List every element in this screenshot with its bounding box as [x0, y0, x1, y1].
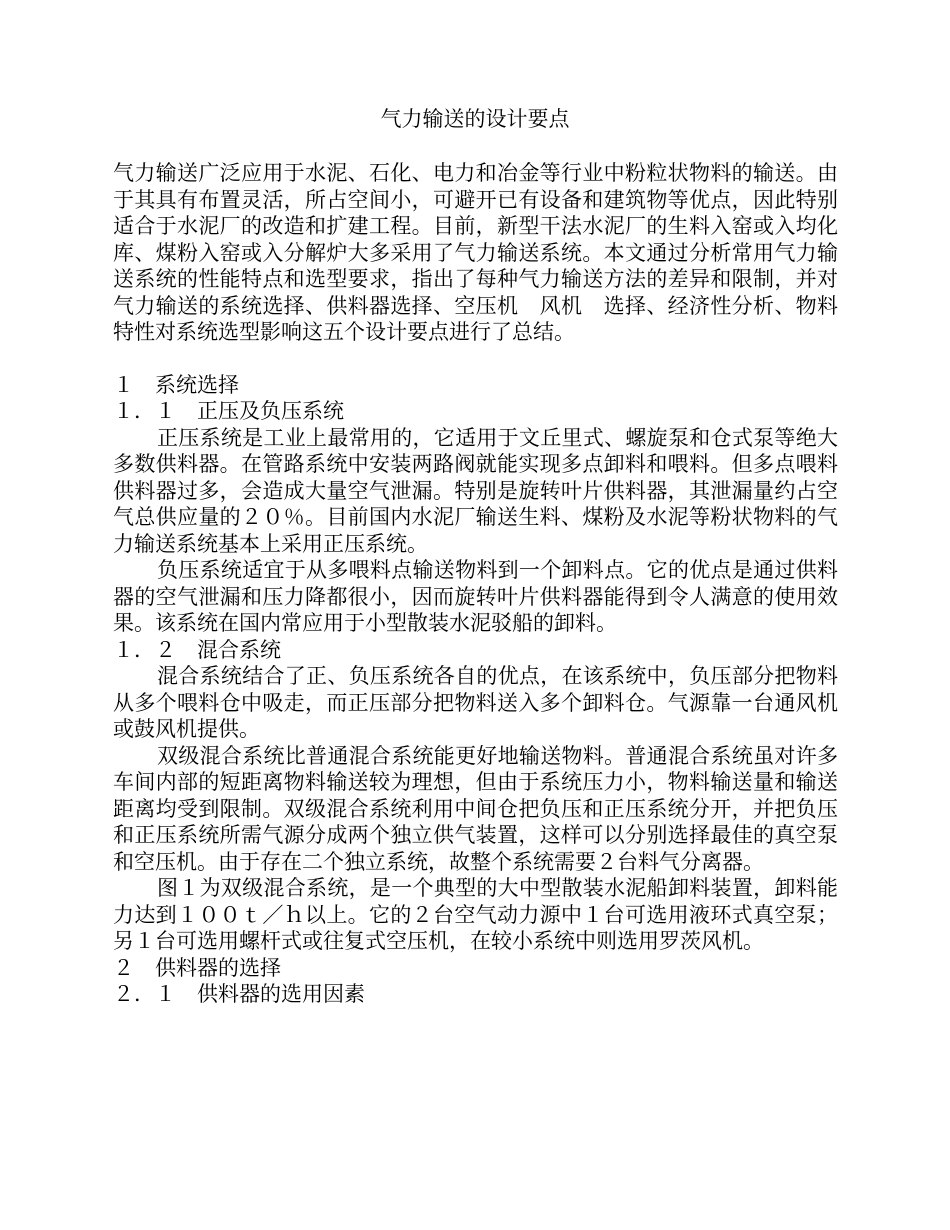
subsection-heading-1-2: １．２ 混合系统 — [113, 637, 281, 662]
subsection-heading-1-1: １．１ 正压及负压系统 — [113, 399, 344, 423]
section-heading-2: ２ 供料器的选择 — [113, 955, 281, 980]
body-paragraph: 混合系统结合了正、负压系统各自的优点，在该系统中，负压部分把物料从多个喂料仓中吸走，而正压部分把物料送入多个卸料仓。气源靠一台通风机或鼓风机提供。 — [113, 664, 838, 741]
body-paragraph: 双级混合系统比普通混合系统能更好地输送物料。普通混合系统虽对许多车间内部的短距离物料输送较为理想，但由于系统压力小，物料输送量和输送距离均受到限制。双级混合系统利用中间仓把负压和正压系统分开，并把负压和正压系统所需气源分成两个独立供气装置，这样可以分别选择最佳的真空泵和空压机。由于存在二个独立系统，故整个系统需要２台料气分离器。 — [113, 743, 838, 874]
abstract-paragraph: 气力输送广泛应用于水泥、石化、电力和冶金等行业中粉粒状物料的输送。由于其具有布置灵活，所占空间小，可避开已有设备和建筑物等优点，因此特别适合于水泥厂的改造和扩建工程。目前，新型干法水泥厂的生料入窑或入均化库、煤粉入窑或入分解炉大多采用了气力输送系统。本文通过分析常用气力输送系统的性能特点和选型要求，指出了每种气力输送方法的差异和限制，并对气力输送的系统选择、供料器选择、空压机 风机 选择、经济性分析、物料特性对系统选型影响这五个设计要点进行了总结。 — [113, 161, 838, 344]
subsection-heading-2-1: ２．１ 供料器的选用因素 — [113, 982, 365, 1006]
paragraph-spacer — [113, 346, 838, 372]
body-paragraph: 图１为双级混合系统，是一个典型的大中型散装水泥船卸料装置，卸料能力达到１００ｔ／ｈ以上。它的２台空气动力源中１台可选用液环式真空泵；另１台可选用螺杆式或往复式空压机，在较小系统中则选用罗茨风机。 — [113, 876, 838, 953]
document-body — [113, 160, 838, 1008]
document-title: 气力输送的设计要点 — [380, 107, 570, 131]
section-heading-1: １ 系统选择 — [113, 372, 239, 397]
body-paragraph: 负压系统适宜于从多喂料点输送物料到一个卸料点。它的优点是通过供料器的空气泄漏和压力降都很小，因而旋转叶片供料器能得到令人满意的使用效果。该系统在国内常应用于小型散装水泥驳船的卸料。 — [113, 558, 838, 635]
body-paragraph: 正压系统是工业上最常用的，它适用于文丘里式、螺旋泵和仓式泵等绝大多数供料器。在管路系统中安装两路阀就能实现多点卸料和喂料。但多点喂料供料器过多，会造成大量空气泄漏。特别是旋转叶片供料器，其泄漏量约占空气总供应量的２０％。目前国内水泥厂输送生料、煤粉及水泥等粉状物料的气力输送系统基本上采用正压系统。 — [113, 425, 838, 556]
